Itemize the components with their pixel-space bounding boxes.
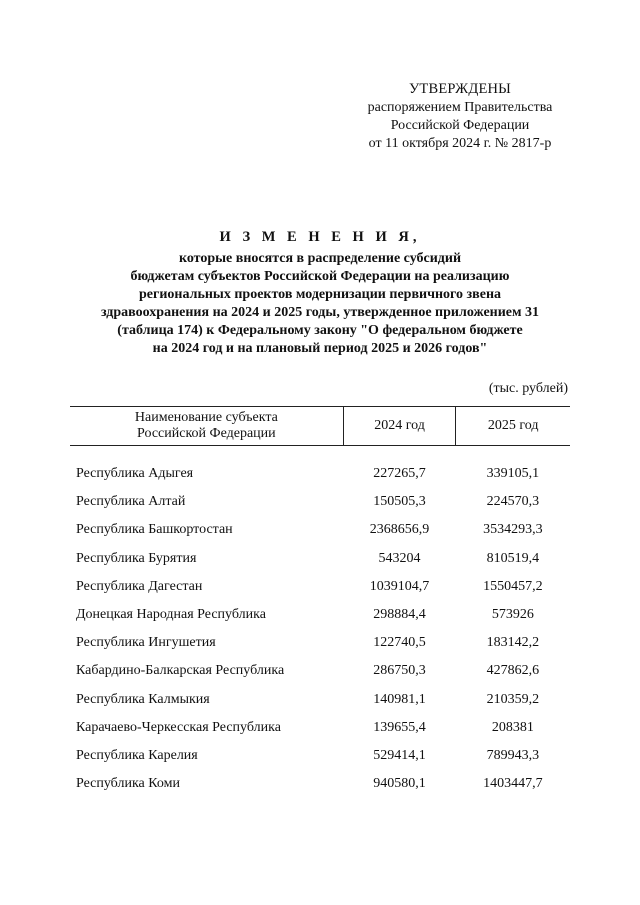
table-row xyxy=(70,770,570,798)
region-name: Республика Бурятия xyxy=(76,550,197,566)
approval-line-1: распоряжением Правительства xyxy=(367,100,553,115)
column-header-2025: 2025 год xyxy=(456,407,570,446)
region-name: Республика Коми xyxy=(76,776,180,792)
table-row xyxy=(70,714,570,742)
region-name: Республика Дагестан xyxy=(76,578,203,594)
region-name: Кабардино-Балкарская Республика xyxy=(76,663,285,679)
value-2024: 543204 xyxy=(378,550,421,566)
approval-line-3: от 11 октября 2024 г. № 2817-р xyxy=(368,136,552,151)
column-header-region-line-2: Российской Федерации xyxy=(137,426,276,441)
value-2024: 150505,3 xyxy=(373,494,426,510)
value-2024: 2368656,9 xyxy=(369,522,430,538)
heading-line-3: региональных проектов модернизации первичного звена xyxy=(138,287,502,302)
table-row xyxy=(70,516,570,544)
table-row xyxy=(70,657,570,685)
value-2025: 427862,6 xyxy=(486,663,540,679)
region-name: Республика Калмыкия xyxy=(76,691,210,707)
value-2025: 210359,2 xyxy=(486,691,540,707)
value-2024: 298884,4 xyxy=(373,607,426,623)
region-name: Республика Карелия xyxy=(76,747,198,763)
table-body xyxy=(70,446,570,799)
value-2024: 140981,1 xyxy=(373,691,426,707)
region-name: Донецкая Народная Республика xyxy=(76,607,266,623)
column-header-region xyxy=(70,407,343,446)
region-name: Республика Башкортостан xyxy=(76,522,233,538)
region-name: Республика Ингушетия xyxy=(76,635,216,651)
table-row xyxy=(70,742,570,770)
table-row xyxy=(70,573,570,601)
value-2024: 1039104,7 xyxy=(369,578,430,594)
table-row xyxy=(70,488,570,516)
value-2024: 227265,7 xyxy=(373,466,426,482)
table-row xyxy=(70,686,570,714)
column-header-region-line-1: Наименование субъекта xyxy=(134,410,278,425)
approval-line-2: Российской Федерации xyxy=(390,118,530,133)
value-2025: 224570,3 xyxy=(486,494,540,510)
region-name: Республика Адыгея xyxy=(76,466,194,482)
approval-title: УТВЕРЖДЕНЫ xyxy=(408,81,512,97)
value-2024: 139655,4 xyxy=(373,719,426,735)
value-2024: 286750,3 xyxy=(373,663,426,679)
value-2025: 789943,3 xyxy=(486,747,540,763)
region-name: Карачаево-Черкесская Республика xyxy=(76,719,281,735)
table-header xyxy=(70,407,570,446)
value-2025: 339105,1 xyxy=(486,466,540,482)
heading-line-4: здравоохранения на 2024 и 2025 годы, утвержденное приложением 31 xyxy=(100,305,540,320)
table-row xyxy=(70,460,570,488)
heading-line-1: которые вносятся в распределение субсидий xyxy=(178,251,462,266)
heading-line-5: (таблица 174) к Федеральному закону "О федеральном бюджете xyxy=(117,323,523,338)
value-2025: 1550457,2 xyxy=(483,578,543,594)
value-2025: 1403447,7 xyxy=(483,776,543,792)
value-2024: 529414,1 xyxy=(373,747,426,763)
heading-line-6: на 2024 год и на плановый период 2025 и 2026 годов" xyxy=(152,341,488,356)
document-heading xyxy=(60,228,580,358)
value-2025: 573926 xyxy=(491,607,534,623)
value-2025: 3534293,3 xyxy=(483,522,543,538)
heading-main: И З М Е Н Е Н И Я, xyxy=(219,229,421,245)
table-row xyxy=(70,601,570,629)
table-row xyxy=(70,545,570,573)
column-header-2024: 2024 год xyxy=(343,407,456,446)
heading-line-2: бюджетам субъектов Российской Федерации на реализацию xyxy=(130,269,510,284)
units-note: (тыс. рублей) xyxy=(488,381,568,396)
value-2024: 940580,1 xyxy=(373,776,426,792)
value-2025: 810519,4 xyxy=(486,550,540,566)
value-2024: 122740,5 xyxy=(373,635,426,651)
value-2025: 183142,2 xyxy=(486,635,540,651)
table-row xyxy=(70,629,570,657)
value-2025: 208381 xyxy=(491,719,534,735)
region-name: Республика Алтай xyxy=(76,494,186,510)
subsidy-table xyxy=(70,406,570,798)
